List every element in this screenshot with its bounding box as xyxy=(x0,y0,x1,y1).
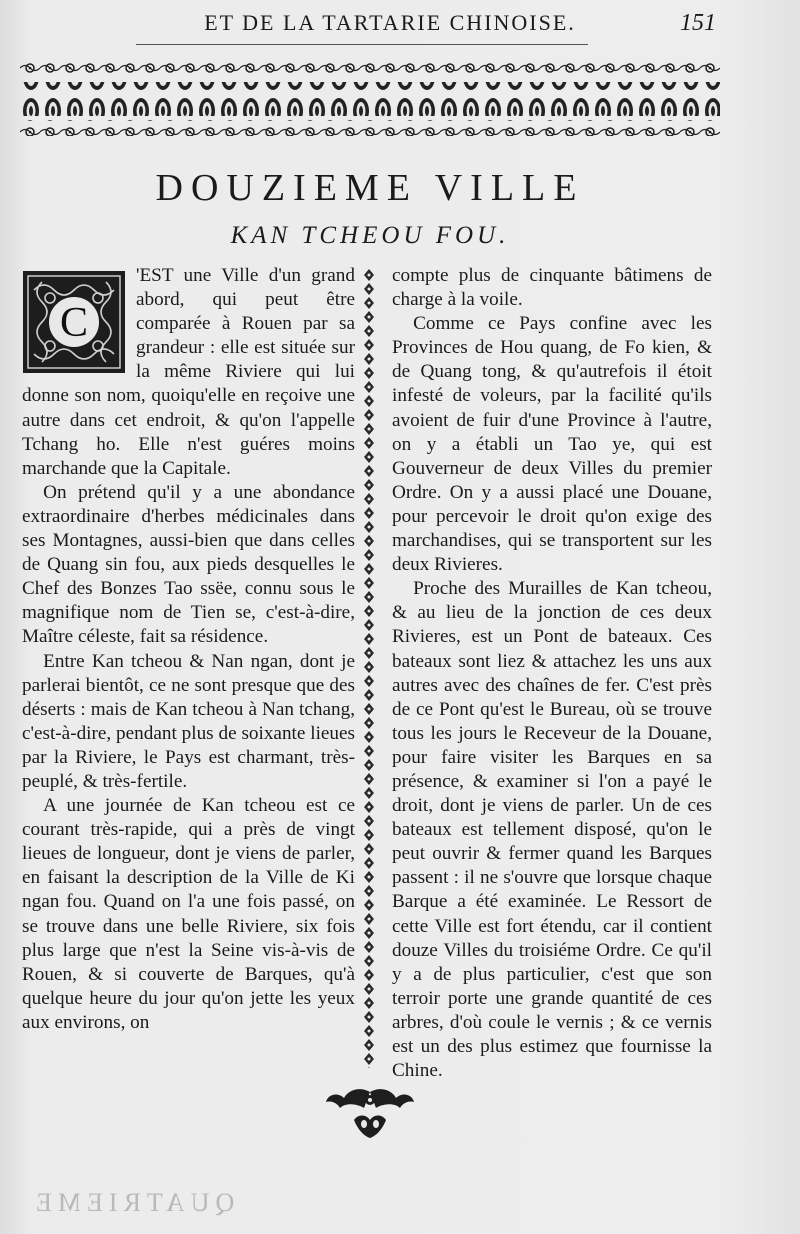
left-column xyxy=(22,264,355,1035)
dropcap-initial xyxy=(22,270,126,374)
page-number: 151 xyxy=(680,10,716,36)
tailpiece-ornament xyxy=(320,1086,420,1142)
dropcap-letter: C xyxy=(59,300,89,346)
left-paragraph-2: On prétend qu'il y a une abondance extraordinaire d'herbes médicinales dans ses Montagnes, aussi-bien que dans celles de Quang sin fou, aux pieds desquelles le Chef des Bonzes Tao ssëe, connu sous le magnifique nom de Tien se, c'est-à-dire, Maître céleste, fait sa résidence. xyxy=(22,481,355,648)
chapter-title: DOUZIEME VILLE xyxy=(155,167,585,209)
ornamental-headpiece xyxy=(20,60,720,140)
running-head: ET DE LA TARTARIE CHINOISE. xyxy=(204,10,576,35)
column-divider-ornament xyxy=(362,268,376,1068)
header-rule xyxy=(136,44,588,45)
reverse-side-showthrough: QUATRIEME xyxy=(30,1188,235,1217)
right-paragraph-3: Proche des Murailles de Kan tcheou, & au lieu de la jonction de ces deux Rivieres, est un Pont de bateaux. Ces bateaux sont liez & attachez les uns aux autres avec des chaînes de fer. C'est près de ce Pont qu'est le Bureau, où se trouve tous les jours le Receveur de la Douane, pour faire visiter les Barques en sa présence, & examiner si l'on a payé le droit, dont je viens de parler. Un de ces bateaux est tellement disposé, qu'on le peut ouvrir & fermer quand les Barques passent : il ne s'ouvre que lorsque chaque Barque a été examinée. Le Ressort de cette Ville est fort étendu, car il contient douze Villes du troisiéme Ordre. Ce qu'il y a de plus particulier, c'est que son terroir porte une grande quantité de ces arbres, d'où coule le vernis ; & ce vernis est un des plus estimez que fournisse la Chine. xyxy=(392,578,712,1082)
left-paragraph-1: 'EST une Ville d'un grand abord, qui peut être comparée à Rouen par sa grandeur : elle est située sur la même Riviere qui lui donne son nom, quoiqu'elle en reçoive une autre dans cet endroit, & qu'on l'appelle Tchang ho. Elle n'est guéres moins marchande que la Capitale. xyxy=(22,265,355,479)
city-name: KAN TCHEOU FOU. xyxy=(230,222,510,249)
left-paragraph-4: A une journée de Kan tcheou est ce courant très-rapide, qui a près de vingt lieues de longueur, dont je viens de parler, en faisant la description de la Ville de Ki ngan fou. Quand on l'a une fois passé, on se trouve dans une belle Riviere, six fois plus large que n'est la Seine vis-à-vis de Rouen, & si couverte de Barques, qu'à quelque heure du jour qu'on jette les yeux aux environs, on xyxy=(22,795,355,1033)
right-paragraph-2: Comme ce Pays confine avec les Provinces de Hou quang, de Fo kien, & de Quang tong, & qu'autrefois il étoit infesté de voleurs, par la facilité qu'ils avoient de fuir d'une Province à l'autre, on y a établi un Tao ye, qui est Gouverneur de deux Villes du premier Ordre. On y a aussi placé une Douane, pour percevoir le droit qu'on exige des marchandises, qui se transportent sur les deux Rivieres. xyxy=(392,313,712,576)
right-column xyxy=(392,264,712,1083)
left-paragraph-3: Entre Kan tcheou & Nan ngan, dont je parlerai bientôt, ce ne sont presque que des déserts : mais de Kan tcheou à Nan tchang, c'est-à-dire, pendant plus de soixante lieues par la Riviere, le Pays est charmant, très-peuplé, & très-fertile. xyxy=(22,650,355,792)
right-paragraph-1: compte plus de cinquante bâtimens de charge à la voile. xyxy=(392,265,712,311)
